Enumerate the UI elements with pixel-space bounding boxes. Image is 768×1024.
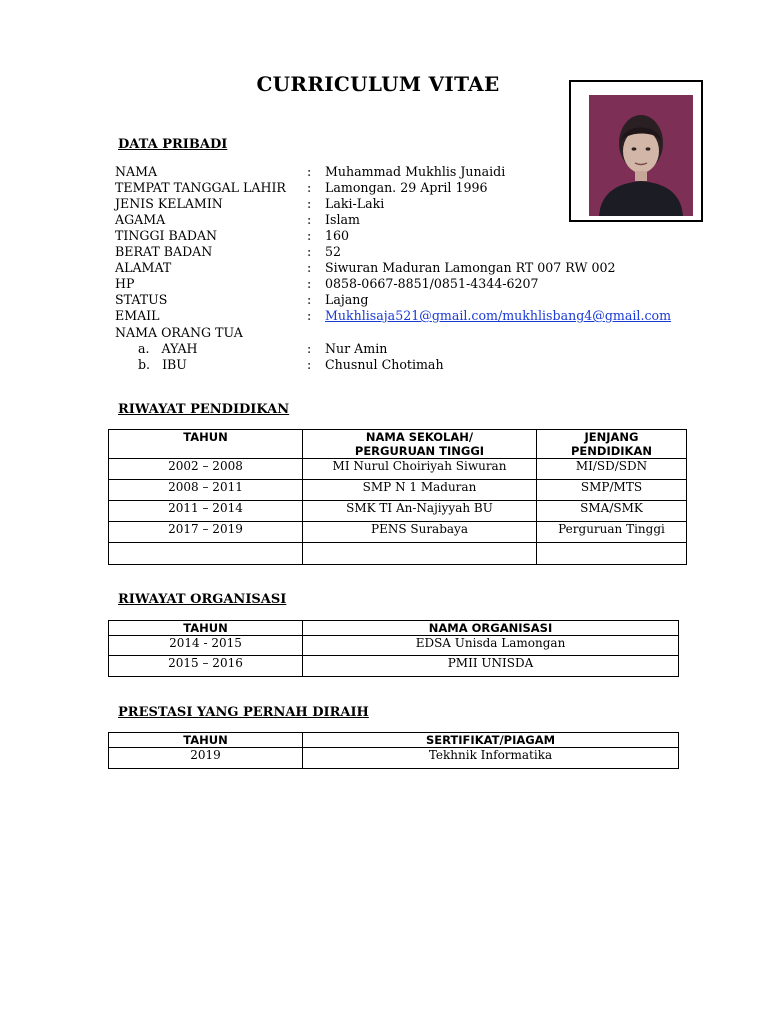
table-row <box>109 748 679 769</box>
table-cell: 2008 – 2011 <box>109 480 303 501</box>
table-header-row <box>109 621 679 636</box>
header-text: TAHUN <box>183 430 228 444</box>
field-label-ttl: TEMPAT TANGGAL LAHIR <box>115 180 286 195</box>
field-label-ayah: a. AYAH <box>138 341 198 356</box>
field-value-berat-badan: 52 <box>325 244 342 259</box>
field-colon: : <box>307 164 312 179</box>
table-row <box>109 656 679 677</box>
field-value-jenis-kelamin: Laki-Laki <box>325 196 385 211</box>
table-cell: 2014 - 2015 <box>109 636 303 656</box>
table-cell: SMA/SMK <box>537 501 687 522</box>
table-cell <box>303 543 537 565</box>
field-colon: : <box>307 292 312 307</box>
section-heading-organisasi: RIWAYAT ORGANISASI <box>118 592 287 607</box>
education-table <box>108 429 687 565</box>
field-colon: : <box>307 308 312 323</box>
column-header-tahun: TAHUN <box>109 733 303 748</box>
table-row <box>109 522 687 543</box>
field-value-agama: Islam <box>325 212 360 227</box>
column-header-tahun: TAHUN <box>109 621 303 636</box>
table-cell: SMK TI An-Najiyyah BU <box>303 501 537 522</box>
section-heading-data-pribadi: DATA PRIBADI <box>118 137 228 152</box>
page-title: CURRICULUM VITAE <box>256 72 500 96</box>
table-header-row <box>109 430 687 459</box>
table-cell: SMP N 1 Maduran <box>303 480 537 501</box>
table-cell: MI Nurul Choiriyah Siwuran <box>303 459 537 480</box>
column-header-nama-sekolah <box>303 430 537 459</box>
profile-photo <box>569 80 703 222</box>
header-text: JENJANG <box>584 430 639 444</box>
field-colon: : <box>307 212 312 227</box>
field-value-tinggi-badan: 160 <box>325 228 350 243</box>
organization-table <box>108 620 679 677</box>
table-cell: Perguruan Tinggi <box>537 522 687 543</box>
table-cell: PENS Surabaya <box>303 522 537 543</box>
header-text: PERGURUAN TINGGI <box>354 444 485 458</box>
field-value-ttl: Lamongan. 29 April 1996 <box>325 180 488 195</box>
field-label-ibu: b. IBU <box>138 357 187 372</box>
field-label-status: STATUS <box>115 292 168 307</box>
field-label-tinggi-badan: TINGGI BADAN <box>115 228 218 243</box>
field-label-alamat: ALAMAT <box>115 260 172 275</box>
section-heading-prestasi: PRESTASI YANG PERNAH DIRAIH <box>118 705 369 720</box>
achievement-table <box>108 732 679 769</box>
field-label-nama: NAMA <box>115 164 158 179</box>
table-cell: 2002 – 2008 <box>109 459 303 480</box>
field-label-nama-orang-tua: NAMA ORANG TUA <box>115 325 243 340</box>
field-label-berat-badan: BERAT BADAN <box>115 244 213 259</box>
field-value-ibu: Chusnul Chotimah <box>325 357 444 372</box>
person-silhouette-icon <box>589 95 693 216</box>
field-colon: : <box>307 260 312 275</box>
table-cell: MI/SD/SDN <box>537 459 687 480</box>
column-header-tahun <box>109 430 303 459</box>
field-label-agama: AGAMA <box>115 212 166 227</box>
table-cell: PMII UNISDA <box>303 656 679 677</box>
table-cell <box>109 543 303 565</box>
field-colon: : <box>307 341 312 356</box>
header-text: NAMA SEKOLAH/ <box>365 430 474 444</box>
field-value-nama: Muhammad Mukhlis Junaidi <box>325 164 506 179</box>
table-cell: 2017 – 2019 <box>109 522 303 543</box>
column-header-sertifikat: SERTIFIKAT/PIAGAM <box>303 733 679 748</box>
email-link[interactable]: Mukhlisaja521@gmail.com/mukhlisbang4@gmail.com <box>325 308 672 323</box>
field-colon: : <box>307 180 312 195</box>
field-value-ayah: Nur Amin <box>325 341 388 356</box>
table-row-empty <box>109 543 687 565</box>
table-cell: SMP/MTS <box>537 480 687 501</box>
table-cell: 2011 – 2014 <box>109 501 303 522</box>
column-header-jenjang <box>537 430 687 459</box>
table-cell: EDSA Unisda Lamongan <box>303 636 679 656</box>
table-row <box>109 636 679 656</box>
profile-photo-image <box>589 95 693 216</box>
section-heading-pendidikan: RIWAYAT PENDIDIKAN <box>118 402 290 417</box>
column-header-nama-organisasi: NAMA ORGANISASI <box>303 621 679 636</box>
field-label-jenis-kelamin: JENIS KELAMIN <box>115 196 223 211</box>
field-colon: : <box>307 276 312 291</box>
field-colon: : <box>307 228 312 243</box>
field-value-alamat: Siwuran Maduran Lamongan RT 007 RW 002 <box>325 260 616 275</box>
field-colon: : <box>307 357 312 372</box>
field-value-status: Lajang <box>325 292 369 307</box>
field-label-email: EMAIL <box>115 308 160 323</box>
field-label-hp: HP <box>115 276 135 291</box>
header-text: PENDIDIKAN <box>571 444 652 458</box>
field-value-hp: 0858-0667-8851/0851-4344-6207 <box>325 276 539 291</box>
field-colon: : <box>307 196 312 211</box>
table-cell: 2019 <box>109 748 303 769</box>
table-row <box>109 459 687 480</box>
table-cell <box>537 543 687 565</box>
table-row <box>109 501 687 522</box>
field-colon: : <box>307 244 312 259</box>
table-cell: Tekhnik Informatika <box>303 748 679 769</box>
table-row <box>109 480 687 501</box>
table-cell: 2015 – 2016 <box>109 656 303 677</box>
table-header-row <box>109 733 679 748</box>
